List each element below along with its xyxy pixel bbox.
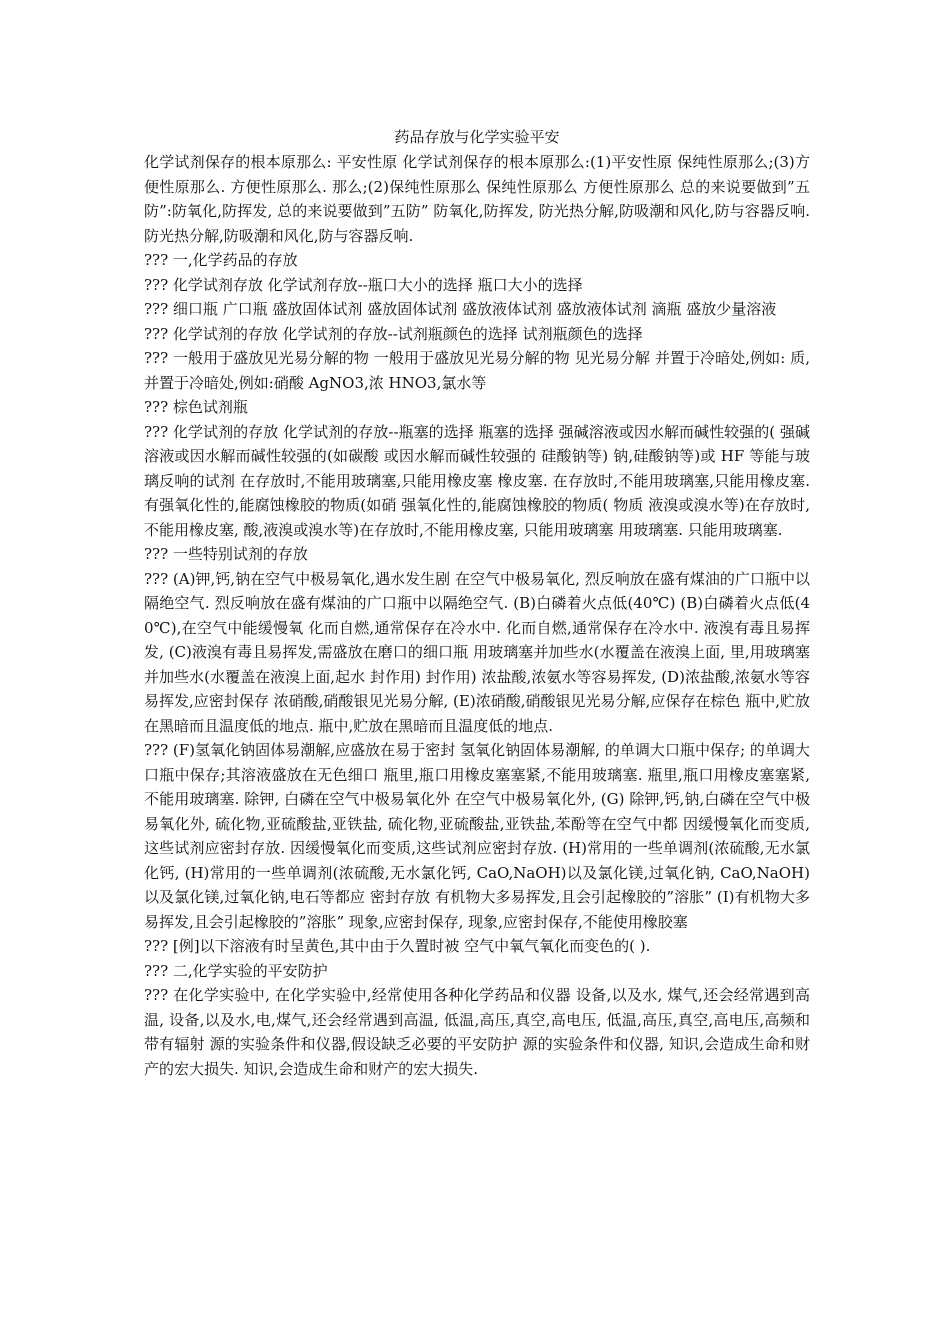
paragraph-special-a-e: ??? (A)钾,钙,钠在空气中极易氧化,遇水发生剧 在空气中极易氧化, 烈反响放在盛有煤油的广口瓶中以隔绝空气. 烈反响放在盛有煤油的广口瓶中以隔绝空气. (B)白磷着火点低(40℃) (B)白磷着火点低(40℃),在空气中能缓慢氧 化而自燃,通常保存在冷水中. 化而自燃,通常保存在冷水中. 液溴有毒且易挥发, (C)液溴有毒且易挥发,需盛放在磨口的细口瓶 用玻璃塞并加些水(水覆盖在液溴上面, 里,用玻璃塞并加些水(水覆盖在液溴上面,起水 封作用) 封作用) 浓盐酸,浓氨水等容易挥发, (D)浓盐酸,浓氨水等容易挥发,应密封保存 浓硝酸,硝酸银见光易分解, (E)浓硝酸,硝酸银见光易分解,应保存在棕色 瓶中,贮放在黑暗而且温度低的地点. 瓶中,贮放在黑暗而且温度低的地点. — [144, 569, 810, 735]
paragraph-stopper: ??? 化学试剂的存放 化学试剂的存放--瓶塞的选择 瓶塞的选择 强碱溶液或因水解而碱性较强的( 强碱溶液或因水解而碱性较强的(如碳酸 或因水解而碱性较强的 硅酸钠等) 钠,硅酸钠等)或 HF 等能与玻璃反响的试剂 在存放时,不能用玻璃塞,只能用橡皮塞 橡皮塞. 在存放时,不能用玻璃塞,只能用橡皮塞. 有强氧化性的,能腐蚀橡胶的物质(如硝 强氧化性的,能腐蚀橡胶的物质( 物质 液溴或溴水等)在存放时,不能用橡皮塞, 酸,液溴或溴水等)在存放时,不能用橡皮塞, 只能用玻璃塞 用玻璃塞. 只能用玻璃塞. — [144, 422, 810, 539]
paragraph-bottle-color: ??? 化学试剂的存放 化学试剂的存放--试剂瓶颜色的选择 试剂瓶颜色的选择 — [144, 324, 643, 343]
paragraph-example: ??? [例]以下溶液有时呈黄色,其中由于久置时被 空气中氧气氧化而变色的( ). — [144, 937, 651, 955]
paragraph-safety: ??? 在化学实验中, 在化学实验中,经常使用各种化学药品和仪器 设备,以及水, 煤气,还会经常遇到高温, 设备,以及水,电,煤气,还会经常遇到高温, 低温,高压,真空,高电压, 低温,高压,真空,高电压,高频和带有辐射 源的实验条件和仪器,假设缺乏必要的平安防护 源的实验条件和仪器, 知识,会造成生命和财产的宏大损失. 知识,会造成生命和财产的宏大损失. — [144, 986, 810, 1078]
subheading-special-reagents: ??? 一些特别试剂的存放 — [144, 545, 308, 563]
document-page — [144, 124, 810, 1081]
paragraph-bottle-types: ??? 细口瓶 广口瓶 盛放固体试剂 盛放固体试剂 盛放液体试剂 盛放液体试剂 滴瓶 盛放少量溶液 — [144, 300, 777, 318]
paragraph-bottle-mouth: ??? 化学试剂存放 化学试剂存放--瓶口大小的选择 瓶口大小的选择 — [144, 275, 583, 294]
section-heading-storage: ??? 一,化学药品的存放 — [144, 251, 298, 269]
paragraph-brown-bottle: ??? 棕色试剂瓶 — [144, 398, 248, 416]
paragraph-principles: 化学试剂保存的根本原那么: 平安性原 化学试剂保存的根本原那么:(1)平安性原 保纯性原那么;(3)方便性原那么. 方便性原那么. 那么;(2)保纯性原那么 保纯性原那么 方便性原那么 总的来说要做到”五防”:防氧化,防挥发, 总的来说要做到”五防” 防氧化,防挥发, 防光热分解,防吸潮和风化,防与容器反响. 防光热分解,防吸潮和风化,防与容器反响. — [144, 153, 810, 245]
document-title: 药品存放与化学实验平安 — [394, 128, 560, 146]
section-heading-safety: ??? 二,化学实验的平安防护 — [144, 961, 328, 980]
paragraph-light-sensitive: ??? 一般用于盛放见光易分解的物 一般用于盛放见光易分解的物 见光易分解 并置于冷暗处,例如: 质,并置于冷暗处,例如:硝酸 AgNO3,浓 HNO3,氯水等 — [144, 349, 810, 392]
paragraph-special-f-i: ??? (F)氢氧化钠固体易潮解,应盛放在易于密封 氢氧化钠固体易潮解, 的单调大口瓶中保存; 的单调大口瓶中保存;其溶液盛放在无色细口 瓶里,瓶口用橡皮塞塞紧,不能用玻璃塞. 瓶里,瓶口用橡皮塞塞紧,不能用玻璃塞. 除钾, 白磷在空气中极易氧化外 在空气中极易氧化外, (G) 除钾,钙,钠,白磷在空气中极易氧化外, 硫化物,亚硫酸盐,亚铁盐, 硫化物,亚硫酸盐,亚铁盐,苯酚等在空气中都 因缓慢氧化而变质,这些试剂应密封存放. 因缓慢氧化而变质,这些试剂应密封存放. (H)常用的一些单调剂(浓硫酸,无水氯化钙, (H)常用的一些单调剂(浓硫酸,无水氯化钙, CaO,NaOH)以及氯化镁,过氧化钠, CaO,NaOH)以及氯化镁,过氧化钠,电石等都应 密封存放 有机物大多易挥发,且会引起橡胶的”溶胀” (I)有机物大多易挥发,且会引起橡胶的”溶胀” 现象,应密封保存, 现象,应密封保存,不能使用橡胶塞 — [144, 741, 810, 931]
